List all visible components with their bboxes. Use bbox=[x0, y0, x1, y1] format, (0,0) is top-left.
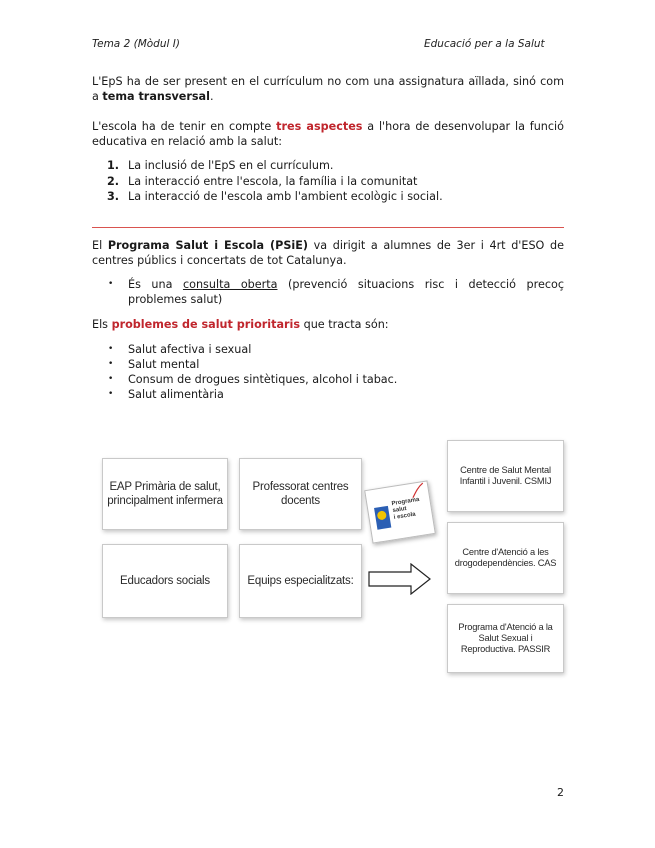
consulta-oberta-text: consulta oberta bbox=[182, 277, 278, 291]
header-right: Educació per a la Salut bbox=[424, 38, 545, 50]
box-professorat: Professorat centres docents bbox=[239, 458, 362, 530]
box-educadors: Educadors socials bbox=[102, 544, 228, 618]
box-equips: Equips especialitzats: bbox=[239, 544, 362, 618]
logo-red-swoosh bbox=[409, 482, 427, 500]
section-divider bbox=[92, 227, 564, 228]
box-passir: Programa d'Atenció a la Salut Sexual i Reproductiva. PASSIR bbox=[447, 604, 564, 673]
salut-escola-logo: Programa salut i escola bbox=[364, 480, 436, 543]
page-number: 2 bbox=[557, 786, 564, 799]
program-name: Programa Salut i Escola (PSiE) bbox=[107, 238, 308, 252]
list-item: • Consum de drogues sintètiques, alcohol i tabac. bbox=[108, 372, 398, 386]
document-body bbox=[92, 74, 564, 402]
problems-list bbox=[92, 342, 564, 402]
intro-paragraph-2: L'escola ha de tenir en compte tres aspectes a l'hora de desenvolupar la funció educativa en relació amb la salut: bbox=[92, 120, 564, 148]
problems-paragraph: Els problemes de salut prioritaris que tracta són: bbox=[92, 317, 389, 331]
box-cas: Centre d'Atenció a les drogodependències. CAS bbox=[447, 522, 564, 594]
box-csmij: Centre de Salut Mental Infantil i Juvenil. CSMIJ bbox=[447, 440, 564, 512]
list-item: 2. La interacció entre l'escola, la família i la comunitat bbox=[107, 174, 418, 188]
list-item: 1. La inclusió de l'EpS en el currículum. bbox=[107, 159, 334, 172]
list-item: • És una consulta oberta (prevenció situacions risc i detecció precoç problemes salut) bbox=[108, 277, 564, 306]
emphasis-transversal: tema transversal bbox=[102, 90, 210, 103]
arrow-right-icon bbox=[368, 563, 432, 595]
box-eap: EAP Primària de salut, principalment infermera bbox=[102, 458, 228, 530]
list-item: 3. La interacció de l'escola amb l'ambient ecològic i social. bbox=[107, 190, 443, 203]
emphasis-problems: problemes de salut prioritaris bbox=[111, 317, 301, 331]
header-left: Tema 2 (Mòdul I) bbox=[92, 38, 180, 50]
list-item: • Salut afectiva i sexual bbox=[108, 342, 252, 356]
program-paragraph: El Programa Salut i Escola (PSiE) va dirigit a alumnes de 3er i 4rt d'ESO de centres públics i concertats de tot Catalunya. bbox=[92, 238, 564, 267]
list-item: • Salut mental bbox=[108, 357, 200, 371]
program-bullet-list bbox=[92, 277, 564, 307]
aspects-list bbox=[92, 158, 564, 205]
list-item: • Salut alimentària bbox=[108, 387, 224, 401]
emphasis-three-aspects: tres aspectes bbox=[276, 120, 363, 133]
intro-paragraph-1: L'EpS ha de ser present en el currículum no com una assignatura aïllada, sinó com a tema transversal. bbox=[92, 75, 564, 103]
